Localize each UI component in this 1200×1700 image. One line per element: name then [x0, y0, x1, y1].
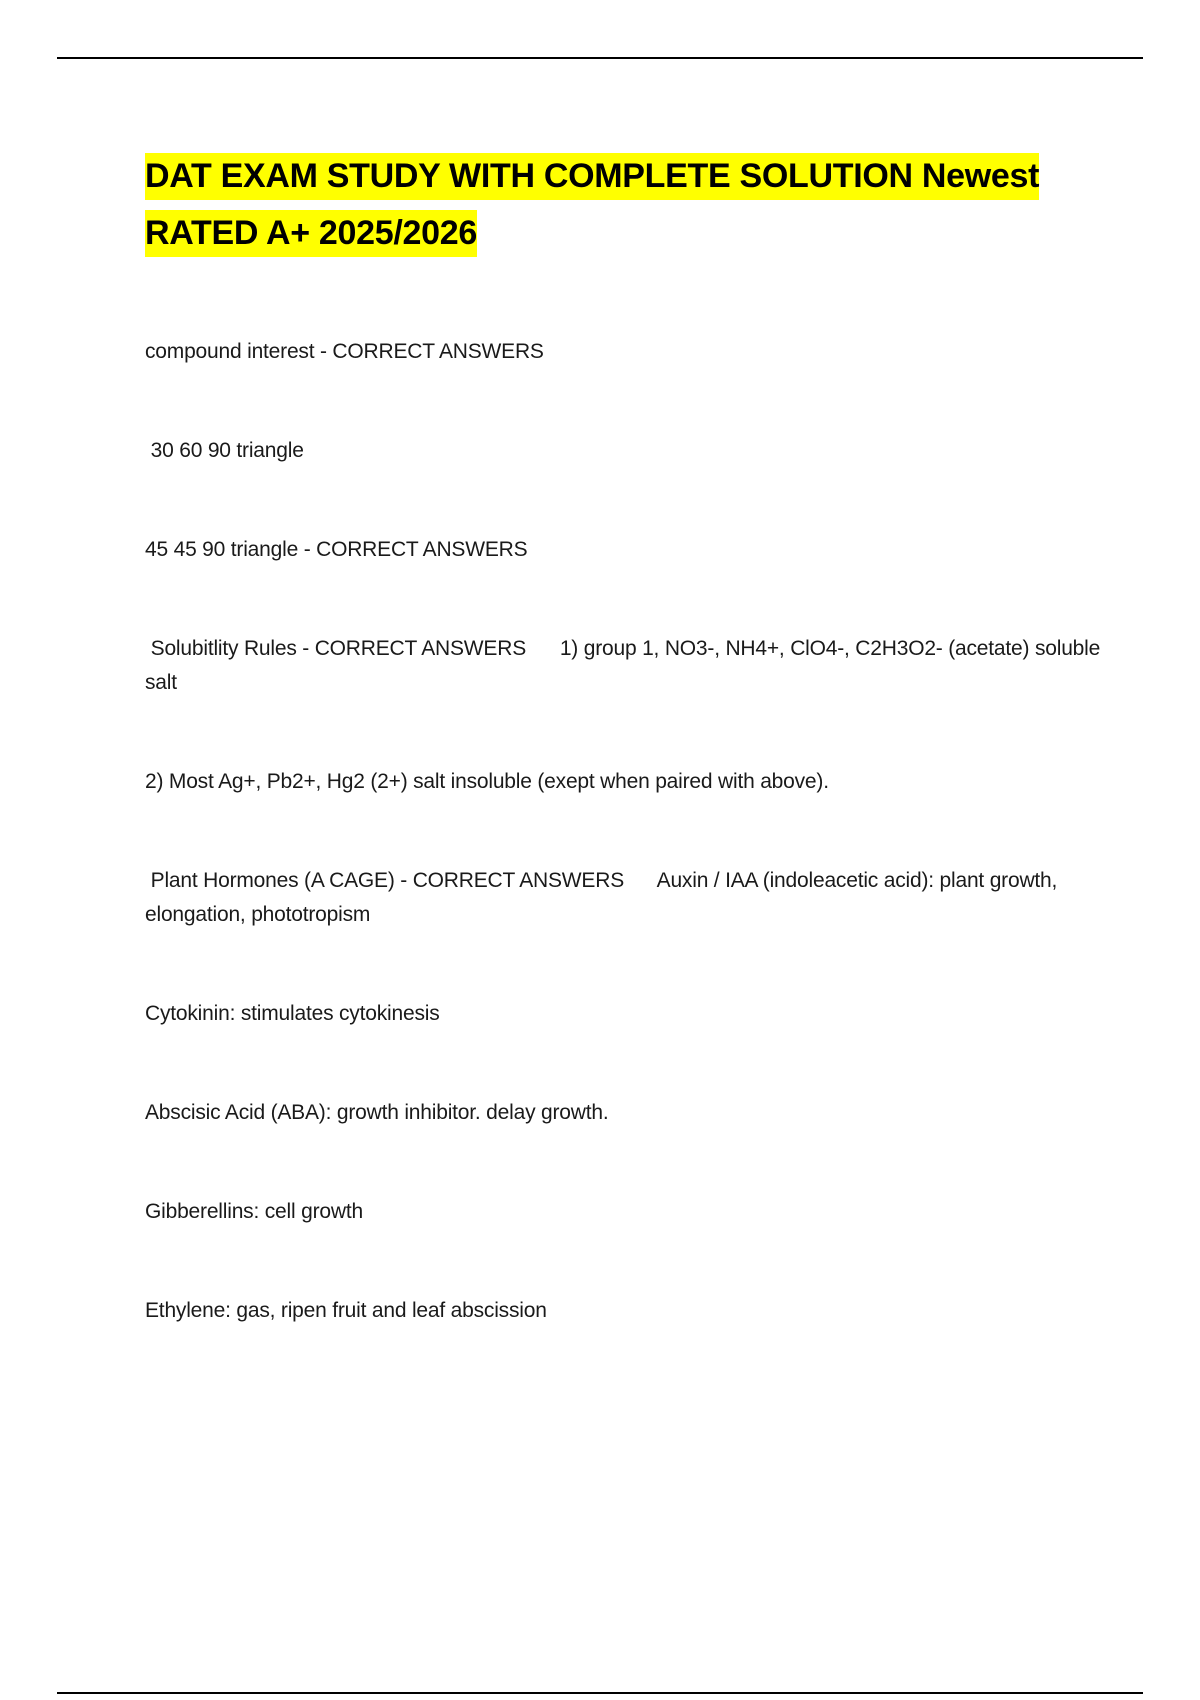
entry-abscisic-acid: Abscisic Acid (ABA): growth inhibitor. delay growth. — [145, 1101, 609, 1124]
entry-30-60-90-triangle: 30 60 90 triangle — [145, 439, 304, 462]
entry-ethylene: Ethylene: gas, ripen fruit and leaf abscission — [145, 1299, 547, 1322]
entry-gibberellins: Gibberellins: cell growth — [145, 1200, 363, 1223]
bottom-rule — [57, 1692, 1143, 1694]
title-highlight: DAT EXAM STUDY WITH COMPLETE SOLUTION Newest RATED A+ 2025/2026 — [145, 153, 1039, 257]
entry-plant-hormones: Plant Hormones (A CAGE) - CORRECT ANSWERS Auxin / IAA (indoleacetic acid): plant growth, elongation, phototropism — [145, 869, 1063, 926]
entry-45-45-90-triangle: 45 45 90 triangle - CORRECT ANSWERS — [145, 538, 528, 561]
document-title — [145, 148, 1105, 262]
document-body — [145, 148, 1105, 1328]
entry-cytokinin: Cytokinin: stimulates cytokinesis — [145, 1002, 440, 1025]
entry-solubility-rules: Solubitlity Rules - CORRECT ANSWERS 1) group 1, NO3-, NH4+, ClO4-, C2H3O2- (acetate) soluble salt — [145, 637, 1106, 694]
entry-compound-interest: compound interest - CORRECT ANSWERS — [145, 340, 544, 363]
entry-solubility-rule-2: 2) Most Ag+, Pb2+, Hg2 (2+) salt insoluble (exept when paired with above). — [145, 770, 829, 793]
top-rule — [57, 57, 1143, 59]
